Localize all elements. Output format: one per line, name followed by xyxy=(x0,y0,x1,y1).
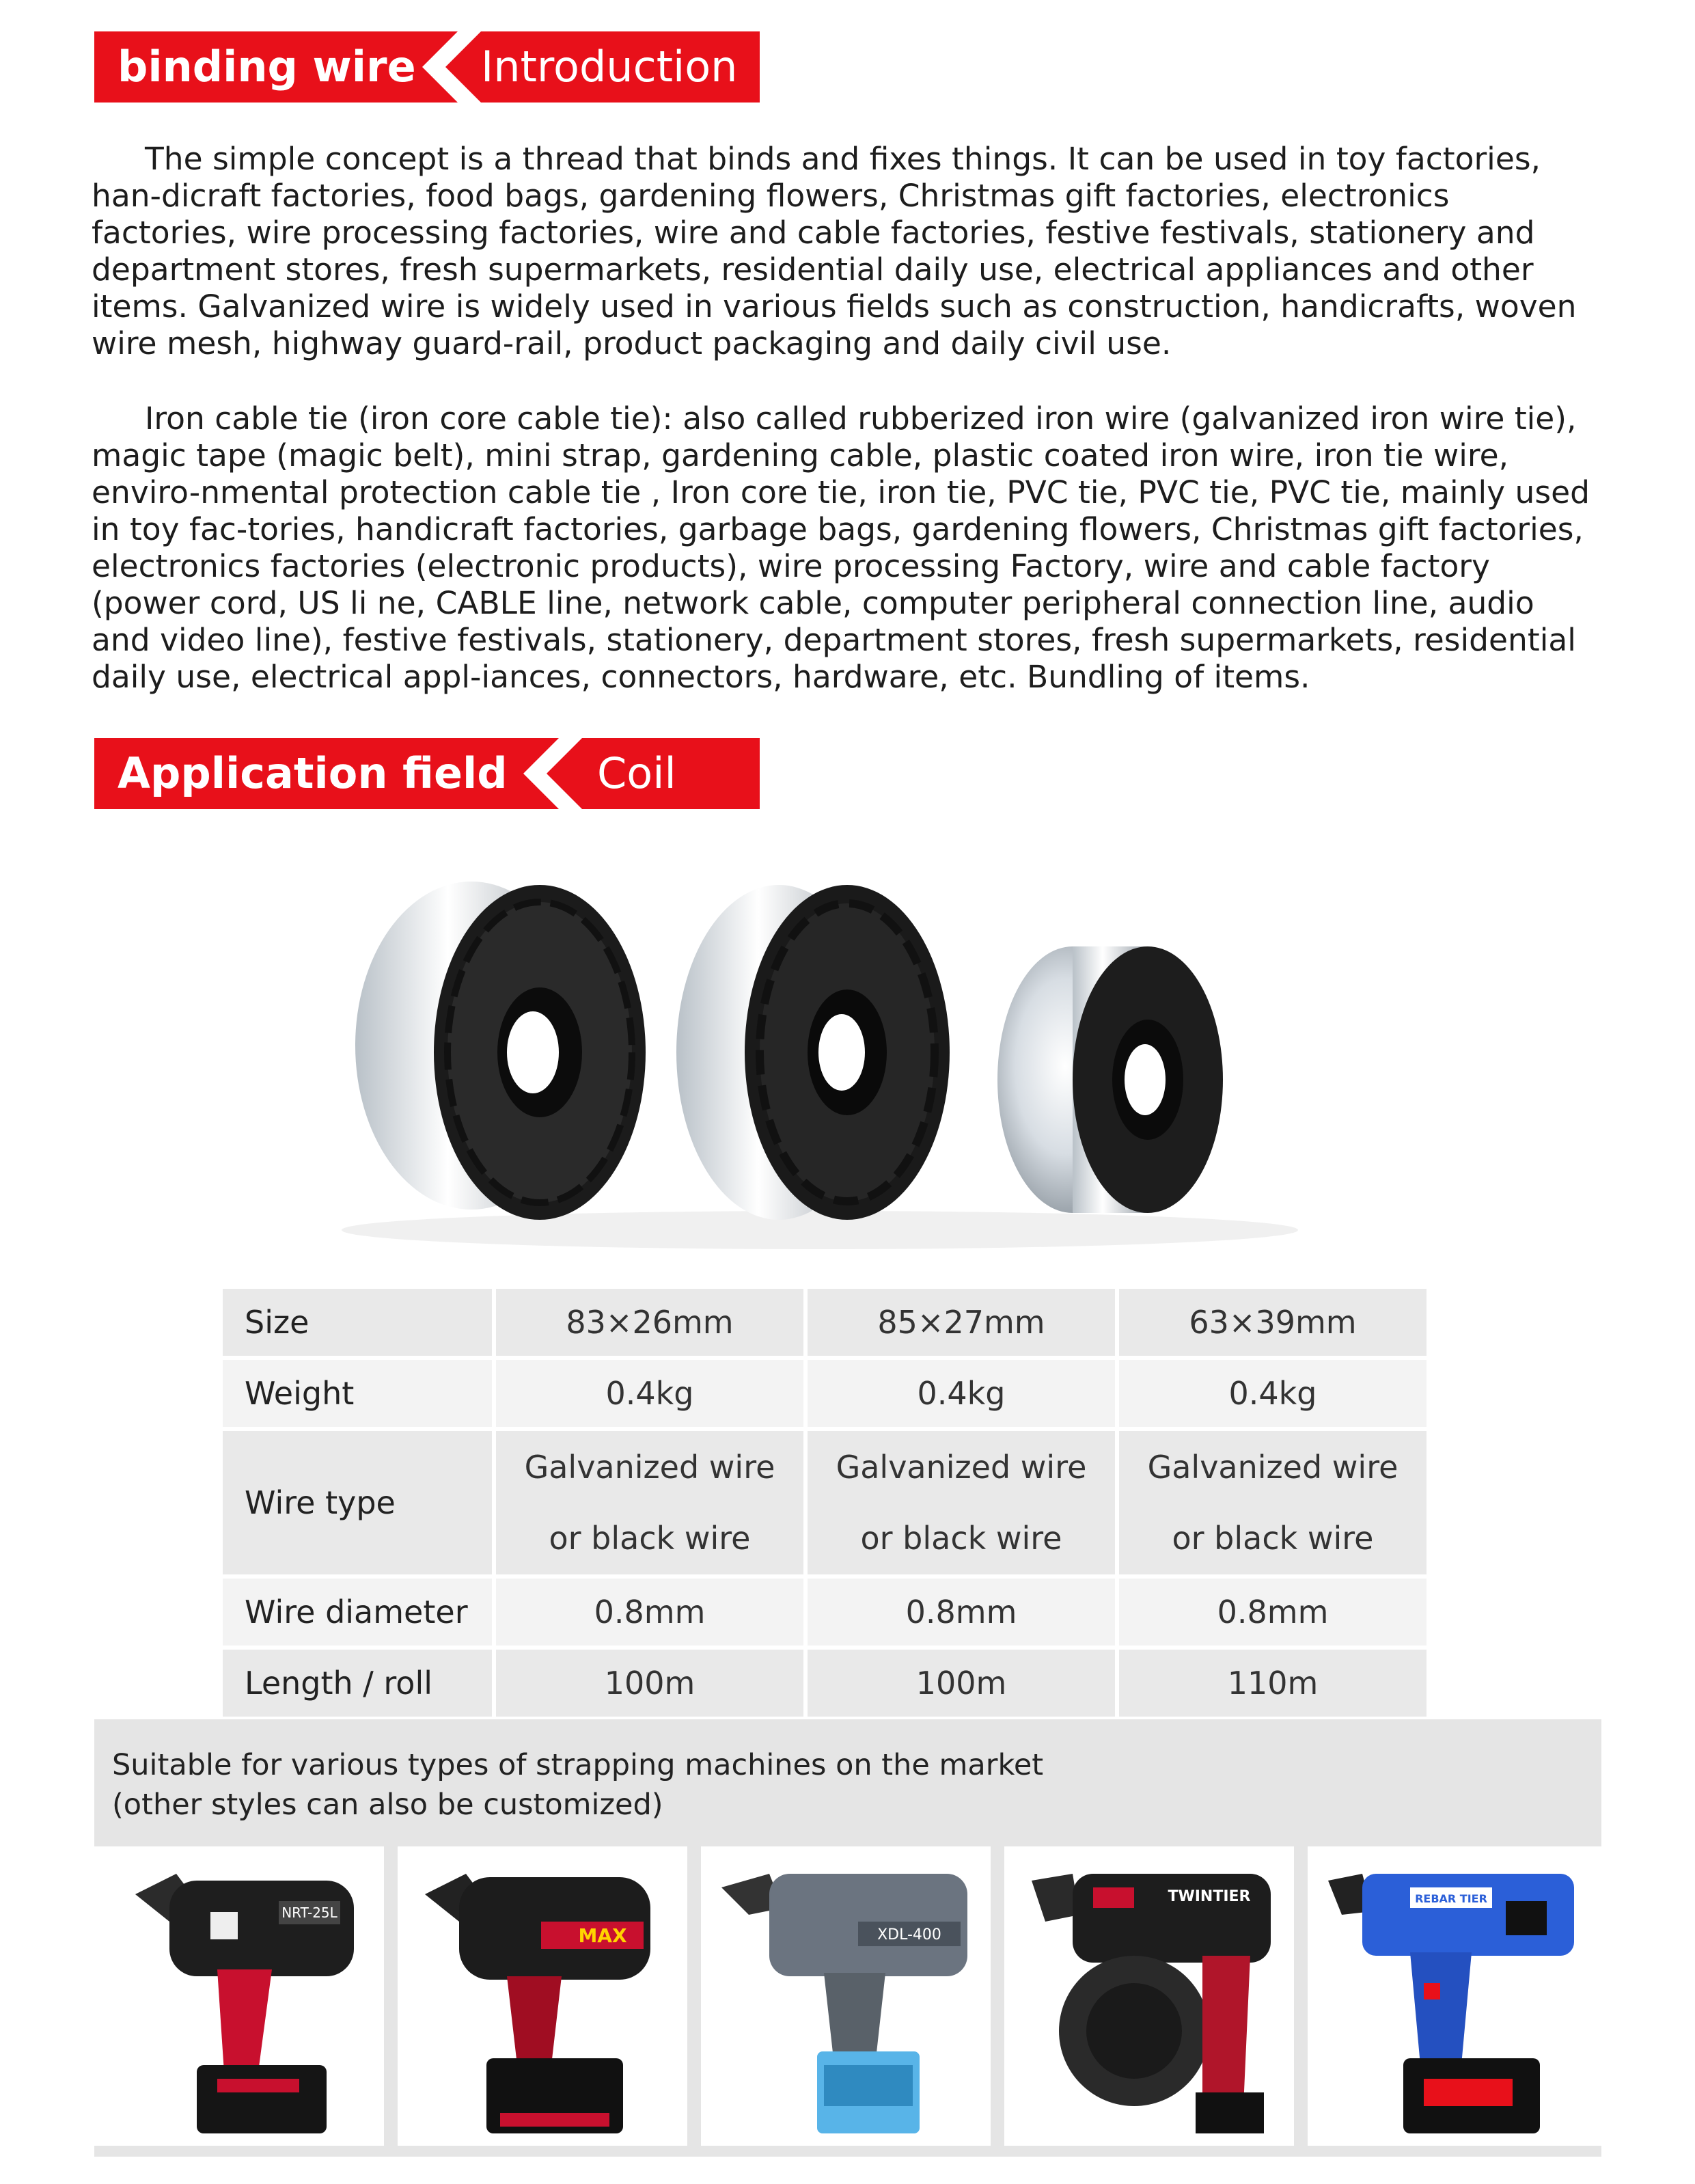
table-cell: Galvanized wire or black wire xyxy=(496,1431,803,1574)
rebar-tier-machine-5-image xyxy=(1308,1846,1601,2146)
rebar-tier-machine-4-image xyxy=(1004,1846,1294,2146)
table-cell: 0.4kg xyxy=(808,1360,1115,1427)
table-cell: 0.4kg xyxy=(1119,1360,1427,1427)
coil-1 xyxy=(355,882,646,1220)
table-row xyxy=(223,1289,1427,1356)
machine-label: MAX xyxy=(578,1924,627,1947)
table-cell: 100m xyxy=(808,1650,1115,1717)
table-row xyxy=(223,1360,1427,1427)
intro-paragraph-1: The simple concept is a thread that binds and fixes things. It can be used in toy factories, han-dicraft factories, food bags, gardening flowers, Christmas gift factories, electronics factories, wire processing factories, wire and cable factories, festive festivals, stationery and department stores, fresh supermarkets, residential daily use, electrical appliances and other items. Galvanized wire is widely used in various fields such as construction, handicrafts, woven wire mesh, highway guard-rail, product packaging and daily civil use. xyxy=(92,141,1577,361)
table-row xyxy=(223,1431,1427,1574)
section-banner-application xyxy=(94,738,760,809)
row-label-weight: Weight xyxy=(223,1360,492,1427)
banner-left-label: binding wire xyxy=(118,42,416,92)
machine-tile-2 xyxy=(398,1846,687,2146)
machine-tile-1 xyxy=(94,1846,384,2146)
row-label-length-per-roll: Length / roll xyxy=(223,1650,492,1717)
table-cell: 0.8mm xyxy=(1119,1579,1427,1646)
table-cell: 100m xyxy=(496,1650,803,1717)
machines-caption-line-1: Suitable for various types of strapping machines on the market xyxy=(112,1748,1044,1782)
table-row xyxy=(223,1579,1427,1646)
rebar-tier-machine-1-image xyxy=(94,1846,384,2146)
rebar-tier-machine-3-image xyxy=(701,1846,991,2146)
coil-2 xyxy=(676,885,950,1220)
intro-paragraph-2: Iron cable tie (iron core cable tie): also called rubberized iron wire (galvanized iron wire tie), magic tape (magic belt), mini strap, gardening cable, plastic coated iron wire, iron tie wire, enviro-nmental protection cable tie , Iron core tie, iron tie, PVC tie, PVC tie, PVC tie, mainly used in toy fac-tories, handicraft factories, garbage bags, gardening flowers, Christmas gift factories, electronics factories (electronic products), wire processing Factory, wire and cable factory (power cord, US li ne, CABLE line, network cable, computer peripheral connection line, audio and video line), festive festivals, stationery, department stores, fresh supermarkets, residential daily use, electrical appl-iances, connectors, hardware, etc. Bundling of items. xyxy=(92,400,1590,695)
machines-panel xyxy=(94,1719,1601,2157)
banner-right-label: Coil xyxy=(597,748,676,798)
machines-caption xyxy=(112,1745,1043,1825)
table-cell: 110m xyxy=(1119,1650,1427,1717)
row-label-size: Size xyxy=(223,1289,492,1356)
section-banner-introduction xyxy=(94,31,760,103)
table-cell: 0.4kg xyxy=(496,1360,803,1427)
table-cell: 0.8mm xyxy=(808,1579,1115,1646)
machine-tile-5 xyxy=(1308,1846,1601,2146)
table-cell: 63×39mm xyxy=(1119,1289,1427,1356)
table-cell: 85×27mm xyxy=(808,1289,1115,1356)
table-cell: 83×26mm xyxy=(496,1289,803,1356)
machine-label: XDL-400 xyxy=(877,1926,941,1943)
banner-left-label: Application field xyxy=(118,748,508,798)
row-label-wire-type: Wire type xyxy=(223,1431,492,1574)
spec-table xyxy=(219,1285,1431,1721)
table-row xyxy=(223,1650,1427,1717)
machine-tile-3 xyxy=(701,1846,991,2146)
banner-right-label: Introduction xyxy=(481,42,738,92)
coil-3 xyxy=(997,946,1223,1213)
table-cell: Galvanized wire or black wire xyxy=(808,1431,1115,1574)
machine-label: NRT-25L xyxy=(281,1905,337,1921)
row-label-wire-diameter: Wire diameter xyxy=(223,1579,492,1646)
table-cell: 0.8mm xyxy=(496,1579,803,1646)
rebar-tier-machine-2-image xyxy=(398,1846,687,2146)
table-cell: Galvanized wire or black wire xyxy=(1119,1431,1427,1574)
machines-caption-line-2: (other styles can also be customized) xyxy=(112,1788,663,1822)
wire-coils-image xyxy=(301,847,1339,1257)
machine-label: TWINTIER xyxy=(1168,1888,1251,1905)
machine-tile-4 xyxy=(1004,1846,1294,2146)
machine-label: REBAR TIER xyxy=(1415,1892,1487,1905)
